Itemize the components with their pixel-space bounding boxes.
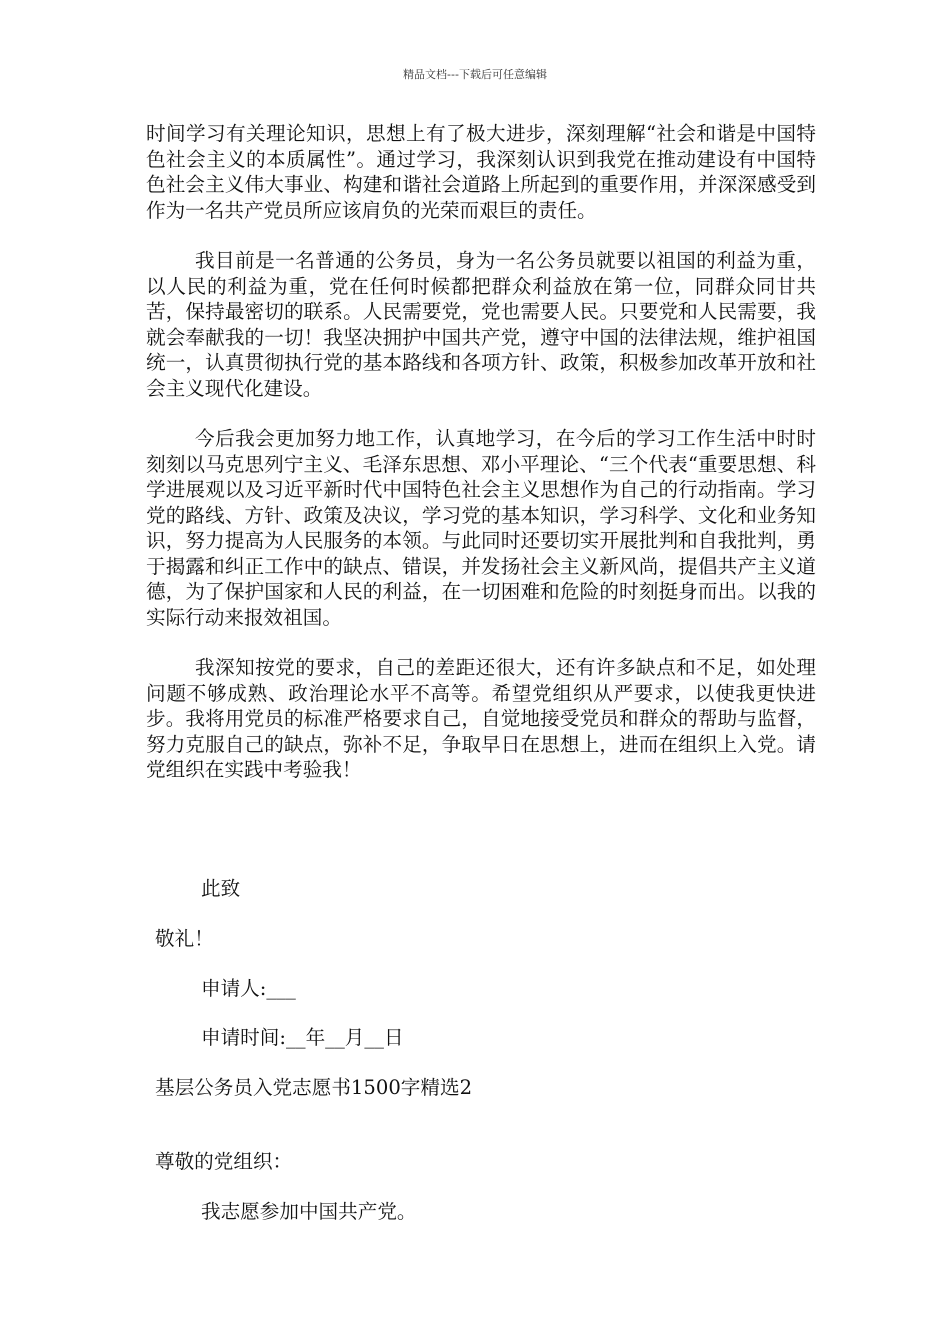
paragraph-3: 今后我会更加努力地工作，认真地学习，在今后的学习工作生活中时时刻刻以马克思列宁主义、毛泽东思想、邓小平理论、“三个代表“重要思想、科学进展观以及习近平新时代中国特色社会主义思想作为自己的行动指南。学习党的路线、方针、政策及决议，学习党的基本知识，学习科学、文化和业务知识，努力提高为人民服务的本领。与此同时还要切实开展批判和自我批判，勇于揭露和纠正工作中的缺点、错误，并发扬社会主义新风尚，提倡共产主义道德，为了保护国家和人民的利益，在一切困难和危险的时刻挺身而出。以我的实际行动来报效祖国。 [146, 427, 816, 629]
document-body [146, 121, 816, 808]
closing-respect: 敬礼！ [155, 927, 214, 950]
paragraph-1: 时间学习有关理论知识，思想上有了极大进步，深刻理解“社会和谐是中国特色社会主义的本质属性”。通过学习，我深刻认识到我党在推动建设有中国特色社会主义伟大事业、构建和谐社会道路上所起到的重要作用，并深深感受到作为一名共产党员所应该肩负的光荣而艰巨的责任。 [146, 122, 816, 222]
closing-salutation: 此致 [201, 877, 241, 900]
opening-line: 我志愿参加中国共产党。 [201, 1200, 417, 1223]
greeting-line: 尊敬的党组织： [155, 1150, 293, 1173]
paragraph-2: 我目前是一名普通的公务员，身为一名公务员就要以祖国的利益为重，以人民的利益为重，党在任何时候都把群众利益放在第一位，同群众同甘共苦，保持最密切的联系。人民需要党，党也需要人民。只要党和人民需要，我就会奉献我的一切！我坚决拥护中国共产党，遵守中国的法律法规，维护祖国统一，认真贯彻执行党的基本路线和各项方针、政策，积极参加改革开放和社会主义现代化建设。 [146, 249, 816, 400]
paragraph-4: 我深知按党的要求，自己的差距还很大，还有许多缺点和不足，如处理问题不够成熟、政治理论水平不高等。希望党组织从严要求，以使我更快进步。我将用党员的标准严格要求自己，自觉地接受党员和群众的帮助与监督，努力克服自己的缺点，弥补不足，争取早日在思想上，进而在组织上入党。请党组织在实践中考验我！ [146, 656, 816, 781]
page-header: 精品文档---下载后可任意编辑 [403, 68, 547, 81]
application-date-line: 申请时间:__年__月__日 [201, 1026, 404, 1049]
applicant-line: 申请人:___ [201, 977, 296, 1000]
next-document-title: 基层公务员入党志愿书1500字精选2 [155, 1076, 473, 1099]
